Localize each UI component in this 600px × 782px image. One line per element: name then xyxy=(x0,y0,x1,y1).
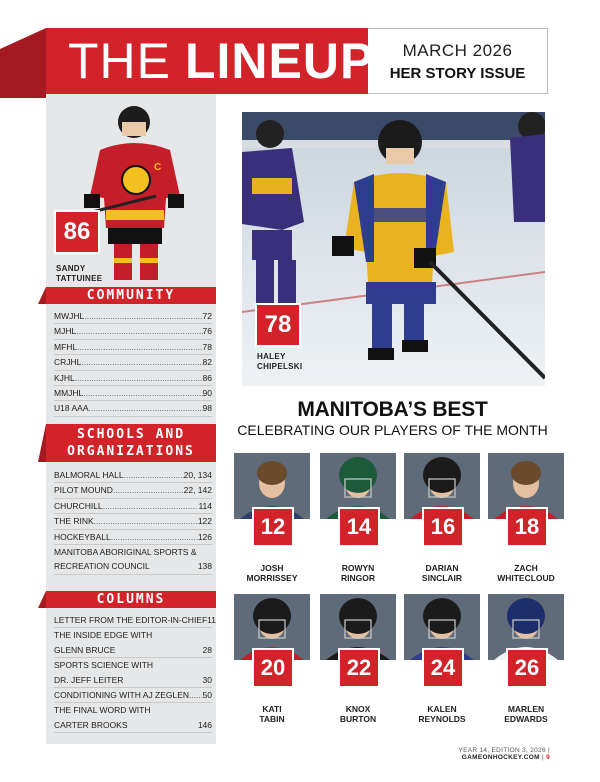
schools-heading-line1: SCHOOLS AND xyxy=(76,427,186,442)
title-bold: LINEUP xyxy=(185,33,375,89)
player-first-name: KNOX xyxy=(345,704,371,714)
toc-label: THE RINK xyxy=(54,516,94,527)
player-last-name: EDWARDS xyxy=(504,714,548,724)
player-first-name: MARLEN xyxy=(507,704,545,714)
toc-item-multi[interactable] xyxy=(54,628,212,658)
page-footer: YEAR 14, EDITION 3, 2026 | GAMEONHOCKEY.COM | 9 xyxy=(458,747,550,761)
player-first-name: ROWYN xyxy=(341,563,375,573)
player-first-name: ZACH xyxy=(514,563,538,573)
toc-label: MMJHL xyxy=(54,388,84,399)
toc-label: KJHL xyxy=(54,372,75,383)
toc-page: 20, 134 xyxy=(183,470,212,480)
player-number: 26 xyxy=(506,648,548,688)
best-title: MANITOBA’S BEST xyxy=(297,398,488,421)
footer-edition: YEAR 14, EDITION 3, 2026 xyxy=(458,747,546,754)
player-last-name: WHITECLOUD xyxy=(497,573,555,583)
player-number: 14 xyxy=(338,507,380,547)
toc-label: BALMORAL HALL xyxy=(54,470,124,480)
feature-player-number: 78 xyxy=(255,303,301,347)
player-name xyxy=(404,563,480,583)
toc-item-multi[interactable] xyxy=(54,658,212,688)
toc-item[interactable] xyxy=(54,688,212,703)
toc-label-line1: THE INSIDE EDGE WITH xyxy=(54,630,153,641)
player-last-name: RINGOR xyxy=(341,573,375,583)
toc-page: 138 xyxy=(197,561,212,572)
feature-player-name xyxy=(257,352,302,372)
toc-page: 30 xyxy=(202,674,212,685)
player-first-name: DARIAN xyxy=(425,563,459,573)
toc-label: CONDITIONING WITH AJ ZEGLEN xyxy=(54,690,190,701)
toc-label: RECREATION COUNCIL xyxy=(54,561,150,572)
player-of-month-card xyxy=(234,594,310,724)
title-band xyxy=(46,28,375,94)
feature-player-first: HALEY xyxy=(257,352,286,361)
toc-item[interactable] xyxy=(54,355,212,370)
schools-list xyxy=(54,468,212,575)
player-name xyxy=(320,704,396,724)
title-thin: THE xyxy=(68,33,171,89)
toc-label: MFHL xyxy=(54,341,78,352)
page-number: 9 xyxy=(546,754,550,761)
toc-page: 22, 142 xyxy=(183,485,212,496)
section-schools-heading xyxy=(46,424,216,462)
player-first-name: KATI xyxy=(262,704,282,714)
section-community-heading: COMMUNITY xyxy=(46,287,216,304)
section-columns-heading: COLUMNS xyxy=(46,591,216,608)
feature-player-last: CHIPELSKI xyxy=(257,362,303,371)
toc-item[interactable] xyxy=(54,386,212,401)
player-name xyxy=(234,563,310,583)
toc-label: MJHL xyxy=(54,326,77,337)
player-of-month-card xyxy=(488,594,564,724)
toc-page: 126 xyxy=(197,531,212,542)
player-last-name: TABIN xyxy=(259,714,285,724)
player-number: 24 xyxy=(422,648,464,688)
toc-item[interactable] xyxy=(54,324,212,339)
schools-heading-line2: ORGANIZATIONS xyxy=(67,444,195,459)
toc-label: CHURCHILL xyxy=(54,500,103,511)
toc-item[interactable] xyxy=(54,514,212,529)
cover-player-first: SANDY xyxy=(56,264,86,273)
player-number: 20 xyxy=(252,648,294,688)
player-name xyxy=(488,563,564,583)
toc-label-line1: SPORTS SCIENCE WITH xyxy=(54,660,154,671)
player-first-name: KALEN xyxy=(427,704,457,714)
issue-name: HER STORY ISSUE xyxy=(389,65,526,82)
toc-page: 72 xyxy=(202,311,212,321)
toc-item-multi[interactable] xyxy=(54,703,212,733)
player-number: 12 xyxy=(252,507,294,547)
svg-text:C: C xyxy=(154,162,162,173)
cover-player-name xyxy=(56,264,102,284)
player-of-month-card xyxy=(404,453,480,583)
toc-label: CARTER BROOKS xyxy=(54,719,128,730)
corner-flap xyxy=(0,28,46,98)
player-number: 18 xyxy=(506,507,548,547)
toc-page: 98 xyxy=(202,403,212,414)
cover-player-last: TATTUINEE xyxy=(56,274,103,283)
toc-page: 82 xyxy=(202,357,212,368)
player-of-month-card xyxy=(488,453,564,583)
toc-page: 76 xyxy=(202,326,212,337)
toc-page: 114 xyxy=(198,500,212,511)
toc-item[interactable] xyxy=(54,371,212,386)
toc-label-line1: THE FINAL WORD WITH xyxy=(54,705,151,716)
player-of-month-card xyxy=(404,594,480,724)
toc-label: GLENN BRUCE xyxy=(54,644,116,655)
toc-item[interactable] xyxy=(54,340,212,355)
toc-label: CRJHL xyxy=(54,357,82,368)
toc-item[interactable] xyxy=(54,530,212,545)
player-name xyxy=(488,704,564,724)
toc-item[interactable] xyxy=(54,309,212,324)
toc-page: 11 xyxy=(207,615,216,625)
best-subtitle: CELEBRATING OUR PLAYERS OF THE MONTH xyxy=(237,422,548,438)
columns-list xyxy=(54,613,216,733)
cover-player-number: 86 xyxy=(54,210,100,254)
player-name xyxy=(320,563,396,583)
player-number: 16 xyxy=(422,507,464,547)
player-last-name: REYNOLDS xyxy=(418,714,466,724)
toc-label: MWJHL xyxy=(54,311,85,321)
issue-box xyxy=(368,28,548,94)
toc-item-multi[interactable] xyxy=(54,545,212,575)
toc-item[interactable] xyxy=(54,401,212,416)
player-name xyxy=(234,704,310,724)
player-of-month-card xyxy=(320,453,396,583)
toc-label-line1: MANITOBA ABORIGINAL SPORTS & xyxy=(54,547,197,558)
player-name xyxy=(404,704,480,724)
toc-page: 90 xyxy=(202,388,212,399)
player-number: 22 xyxy=(338,648,380,688)
footer-site[interactable]: GAMEONHOCKEY.COM xyxy=(461,754,540,761)
player-last-name: MORRISSEY xyxy=(246,573,298,583)
toc-page: 86 xyxy=(202,372,212,383)
player-of-month-card xyxy=(234,453,310,583)
player-of-month-card xyxy=(320,594,396,724)
cover-player-photo xyxy=(56,98,206,284)
toc-page: 28 xyxy=(202,644,212,655)
toc-page: 146 xyxy=(197,719,212,730)
community-list xyxy=(54,309,212,417)
player-last-name: BURTON xyxy=(339,714,377,724)
toc-item[interactable] xyxy=(54,613,216,628)
toc-label: PILOT MOUND xyxy=(54,485,113,496)
toc-label: LETTER FROM THE EDITOR-IN-CHIEF xyxy=(54,615,208,625)
toc-page: 78 xyxy=(202,341,212,352)
toc-label: U18 AAA xyxy=(54,403,89,414)
toc-label: DR. JEFF LEITER xyxy=(54,674,124,685)
player-first-name: JOSH xyxy=(260,563,284,573)
toc-item[interactable] xyxy=(54,468,212,483)
toc-page: 122 xyxy=(197,516,212,527)
toc-item[interactable] xyxy=(54,483,212,498)
toc-page: 50 xyxy=(202,690,212,701)
player-last-name: SINCLAIR xyxy=(421,573,463,583)
issue-date: MARCH 2026 xyxy=(402,41,513,60)
toc-label: HOCKEYBALL xyxy=(54,531,111,542)
toc-item[interactable] xyxy=(54,499,212,514)
